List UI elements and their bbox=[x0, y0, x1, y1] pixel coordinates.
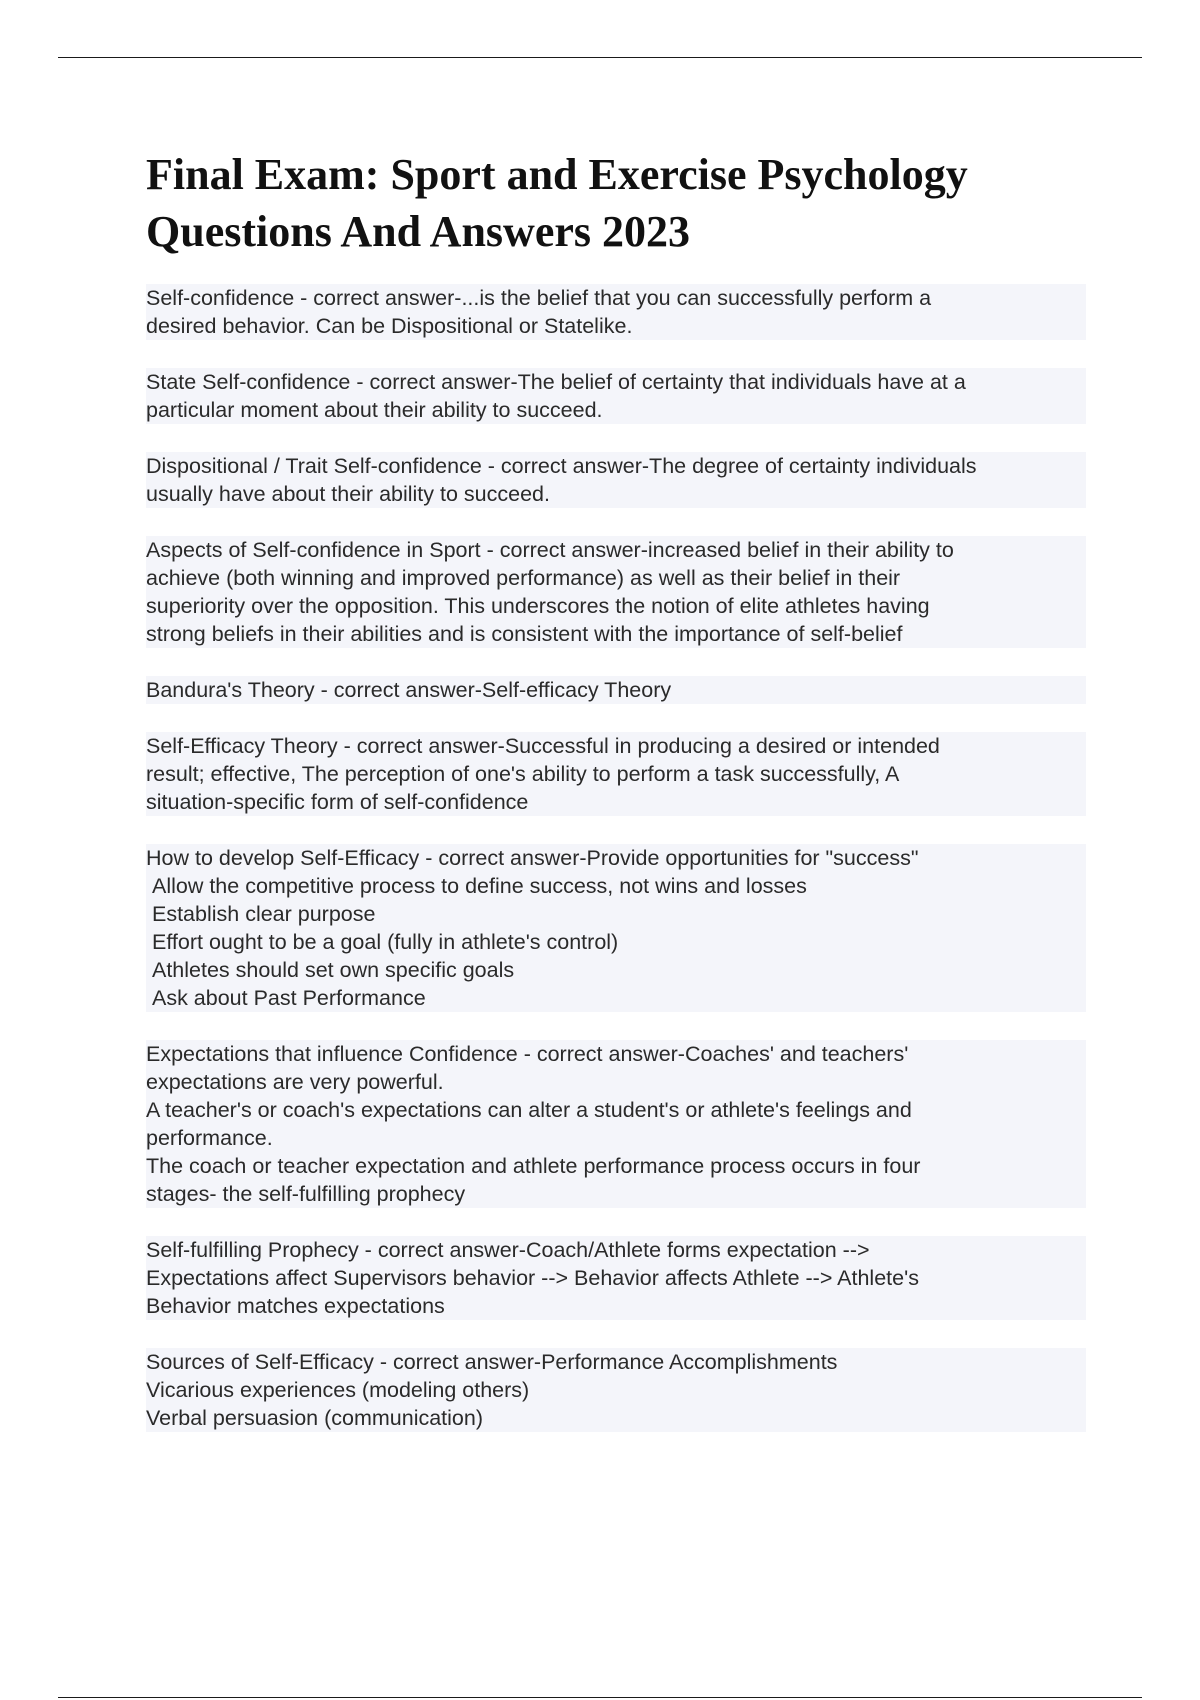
title-line-2: Questions And Answers 2023 bbox=[146, 207, 691, 256]
header-rule bbox=[58, 57, 1142, 58]
qa-entry bbox=[146, 1348, 1086, 1432]
qa-entry-list bbox=[146, 284, 1086, 1432]
qa-entry-line: Verbal persuasion (communication) bbox=[146, 1404, 1086, 1432]
qa-entry-line: usually have about their ability to succeed. bbox=[146, 480, 1086, 508]
title-line-1: Final Exam: Sport and Exercise Psychology bbox=[146, 150, 968, 199]
qa-entry-line: stages- the self-fulfilling prophecy bbox=[146, 1180, 1086, 1208]
qa-entry bbox=[146, 284, 1086, 340]
qa-entry-line: Self-fulfilling Prophecy - correct answer-Coach/Athlete forms expectation --> bbox=[146, 1236, 1086, 1264]
qa-entry-line: Aspects of Self-confidence in Sport - correct answer-increased belief in their ability to bbox=[146, 536, 1086, 564]
qa-entry bbox=[146, 844, 1086, 1012]
qa-entry bbox=[146, 368, 1086, 424]
qa-entry-line: State Self-confidence - correct answer-The belief of certainty that individuals have at a bbox=[146, 368, 1086, 396]
qa-entry bbox=[146, 536, 1086, 648]
qa-entry-line: achieve (both winning and improved performance) as well as their belief in their bbox=[146, 564, 1086, 592]
qa-entry-line: strong beliefs in their abilities and is consistent with the importance of self-belief bbox=[146, 620, 1086, 648]
qa-entry-line: Allow the competitive process to define success, not wins and losses bbox=[146, 872, 1086, 900]
document-body bbox=[146, 146, 1086, 1460]
qa-entry-line: Bandura's Theory - correct answer-Self-efficacy Theory bbox=[146, 676, 1086, 704]
qa-entry bbox=[146, 732, 1086, 816]
qa-entry-line: Effort ought to be a goal (fully in athlete's control) bbox=[146, 928, 1086, 956]
qa-entry-line: Athletes should set own specific goals bbox=[146, 956, 1086, 984]
document-title bbox=[146, 146, 1086, 260]
qa-entry-line: The coach or teacher expectation and athlete performance process occurs in four bbox=[146, 1152, 1086, 1180]
qa-entry-line: Sources of Self-Efficacy - correct answer-Performance Accomplishments bbox=[146, 1348, 1086, 1376]
qa-entry-line: Ask about Past Performance bbox=[146, 984, 1086, 1012]
qa-entry-line: situation-specific form of self-confidence bbox=[146, 788, 1086, 816]
qa-entry bbox=[146, 1236, 1086, 1320]
qa-entry-line: Behavior matches expectations bbox=[146, 1292, 1086, 1320]
qa-entry-line: superiority over the opposition. This underscores the notion of elite athletes having bbox=[146, 592, 1086, 620]
qa-entry bbox=[146, 1040, 1086, 1208]
qa-entry bbox=[146, 676, 1086, 704]
qa-entry-line: Establish clear purpose bbox=[146, 900, 1086, 928]
qa-entry-line: Expectations affect Supervisors behavior --> Behavior affects Athlete --> Athlete's bbox=[146, 1264, 1086, 1292]
footer-rule bbox=[58, 1697, 1142, 1698]
qa-entry-line: particular moment about their ability to succeed. bbox=[146, 396, 1086, 424]
qa-entry-line: performance. bbox=[146, 1124, 1086, 1152]
qa-entry-line: A teacher's or coach's expectations can alter a student's or athlete's feelings and bbox=[146, 1096, 1086, 1124]
qa-entry-line: expectations are very powerful. bbox=[146, 1068, 1086, 1096]
qa-entry-line: Expectations that influence Confidence - correct answer-Coaches' and teachers' bbox=[146, 1040, 1086, 1068]
qa-entry bbox=[146, 452, 1086, 508]
qa-entry-line: result; effective, The perception of one's ability to perform a task successfully, A bbox=[146, 760, 1086, 788]
qa-entry-line: Vicarious experiences (modeling others) bbox=[146, 1376, 1086, 1404]
qa-entry-line: How to develop Self-Efficacy - correct answer-Provide opportunities for "success" bbox=[146, 844, 1086, 872]
qa-entry-line: Self-Efficacy Theory - correct answer-Successful in producing a desired or intended bbox=[146, 732, 1086, 760]
qa-entry-line: Self-confidence - correct answer-...is the belief that you can successfully perform a bbox=[146, 284, 1086, 312]
qa-entry-line: Dispositional / Trait Self-confidence - correct answer-The degree of certainty individuals bbox=[146, 452, 1086, 480]
qa-entry-line: desired behavior. Can be Dispositional or Statelike. bbox=[146, 312, 1086, 340]
